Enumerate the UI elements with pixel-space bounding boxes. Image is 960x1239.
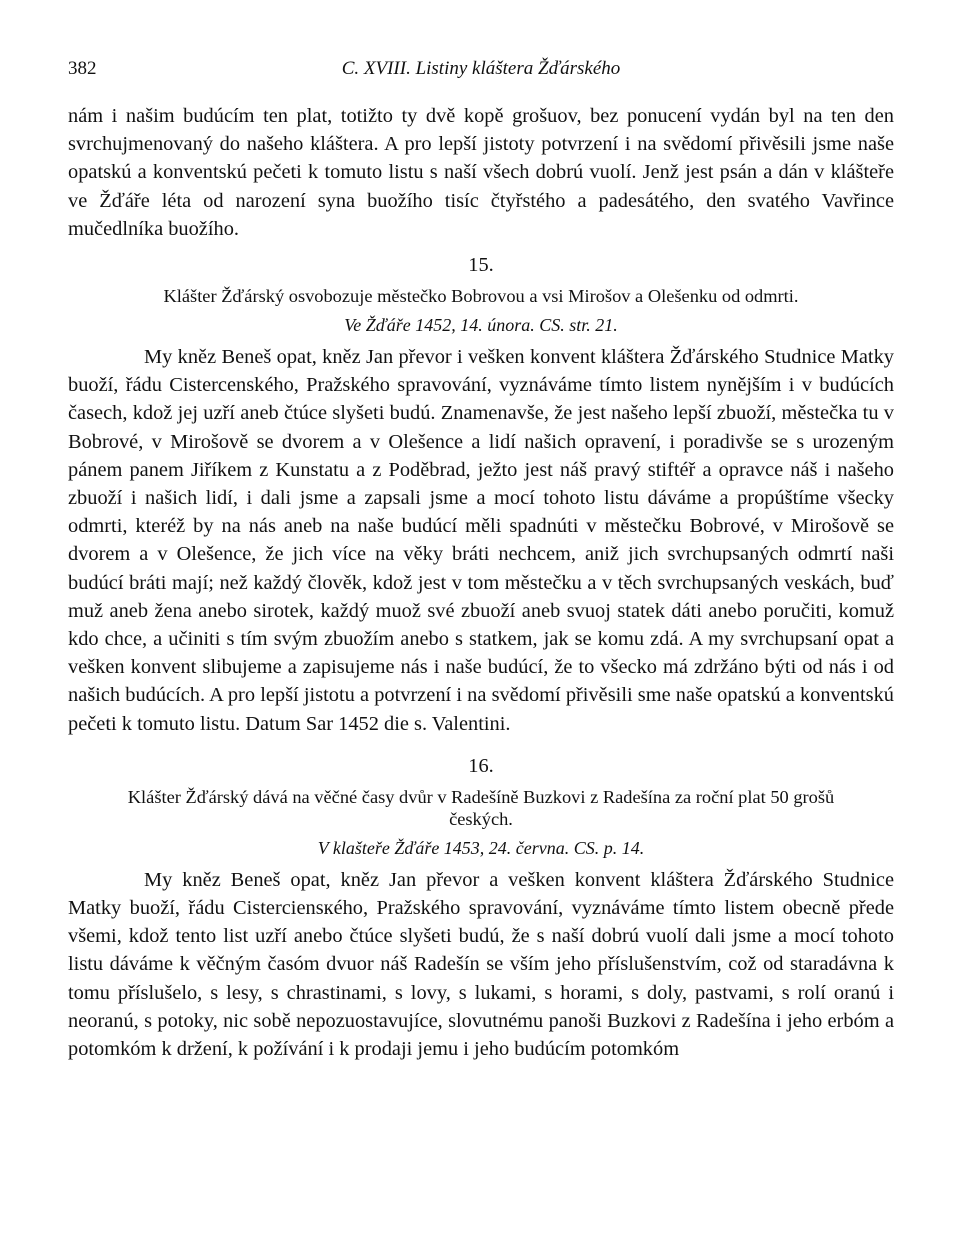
page-header — [68, 52, 894, 92]
charter-15-summary: Klášter Žďárský osvobozuje městečko Bobrovou a vsi Mirošov a Olešenku od odmrti. — [163, 286, 799, 307]
charter-16-text: My kněz Beneš opat, kněz Jan převor a vešken konvent kláštera Žďárského Studnice Matky buoží, řádu Cisterciensкého, Pražského spravování, vyznáváme tímto listem obecně přede všemi, kdož tento list uzří anebo čtúce slyšeti budú, že s naší dobrú vuolí dali jsme a mocí tohoto listu dáváme k věčným časóm dvuor náš Radešín se vším jeho příslušenstvím, což od staradávna k tomu příslušelo, s lesy, s chrastinami, s lovy, s lukami, s horami, s doly, pastvami, s rolí oranú i neoranú, s potoky, nic sobě nepozuostavujíce, slovutnému panoši Buzkovi z Radešína i jeho erbóm a potomkóm k držení, k požívání i k prodaji jemu i jeho budúcím potomkóm — [68, 868, 894, 1061]
page-number: 382 — [68, 58, 97, 79]
charter-16-number: 16. — [468, 754, 494, 777]
charter-16-dateline: V klašteře Žďáře 1453, 24. června. CS. p. 14. — [317, 837, 645, 858]
charter-15-number: 15. — [468, 254, 494, 277]
charter-15-text: My kněz Beneš opat, kněz Jan převor i vešken konvent kláštera Žďárského Studnice Matky buoží, řádu Cistercenského, Pražského spravování, vyznáváme tímto listem nynějším i v budúcích časech, kdož jej uzří aneb čtúce slyšeti budú. Znamenavše, že jest našeho lepší zbuoží, městečka tu v Bobrové, v Mirošově se dvorem a v Olešence a lidí našich opravení, i poradivše se s urozeným pánem panem Jiříkem z Kunstatu a z Poděbrad, ježto jest náš pravý stiftéř a opravce náš i našeho zbuoží i našich lidí, i dali jsme a zapsali jsme a mocí tohoto listu dáváme a propúštíme všecky odmrti, kteréž by na nás aneb na naše budúcí měli spadnúti v městečku Bobrové, v Mirošově se dvorem a v Olešence, že jich více na věky bráti nechcem, aniž jich svrchupsaných odmrtí naši budúcí bráti mají; než každý člověk, kdož jest v tom městečku a v těch svrchupsaných veskách, buď muž aneb žena anebo sirotek, každý muož své zbuoží aneb svuoj statek dáti anebo poručiti, komuž kdo chce, a učiniti s tím svým zbuožím anebo s statkem, jak se komu zdá. A my svrchupsaní opat a vešken konvent slibujeme a zapisujeme nás i naše budúcí, že to všecko má zdržáno býti od nás i od našich budúcích. A pro lepší jistotu a potvrzení i na svědomí přivěsili sme naše opatskú a konventskú pečeti k tomuto listu. Datum Sar 1452 die s. Valentini. — [68, 346, 894, 735]
charter-15-dateline: Ve Žďáře 1452, 14. února. CS. str. 21. — [344, 315, 618, 336]
document-page — [68, 52, 894, 1063]
charter-16-summary: Klášter Žďárský dává na věčné časy dvůr v Radešíně Buzkovi z Radešína za roční plat 50 grošů českých. — [127, 786, 835, 829]
running-title: C. XVIII. Listiny kláštera Žďárského — [341, 58, 621, 79]
intro-paragraph: nám i našim budúcím ten plat, totižto ty dvě kopě grošuov, bez ponucení vydán byl na ten den svrchujmenovaný do našeho kláštera. A pro lepší jistoty potvrzení i na svědomí přivěsili jsme naše opatskú a konventskú pečeti k tomuto listu s naší všech dobrú vuolí. Jenž jest psán a dán v klášteře ve Žďáře léta od narození syna buožího tisíc čtyřstého a padesátého, den svatého Vavřince mučedlníka buožího. — [68, 105, 894, 240]
